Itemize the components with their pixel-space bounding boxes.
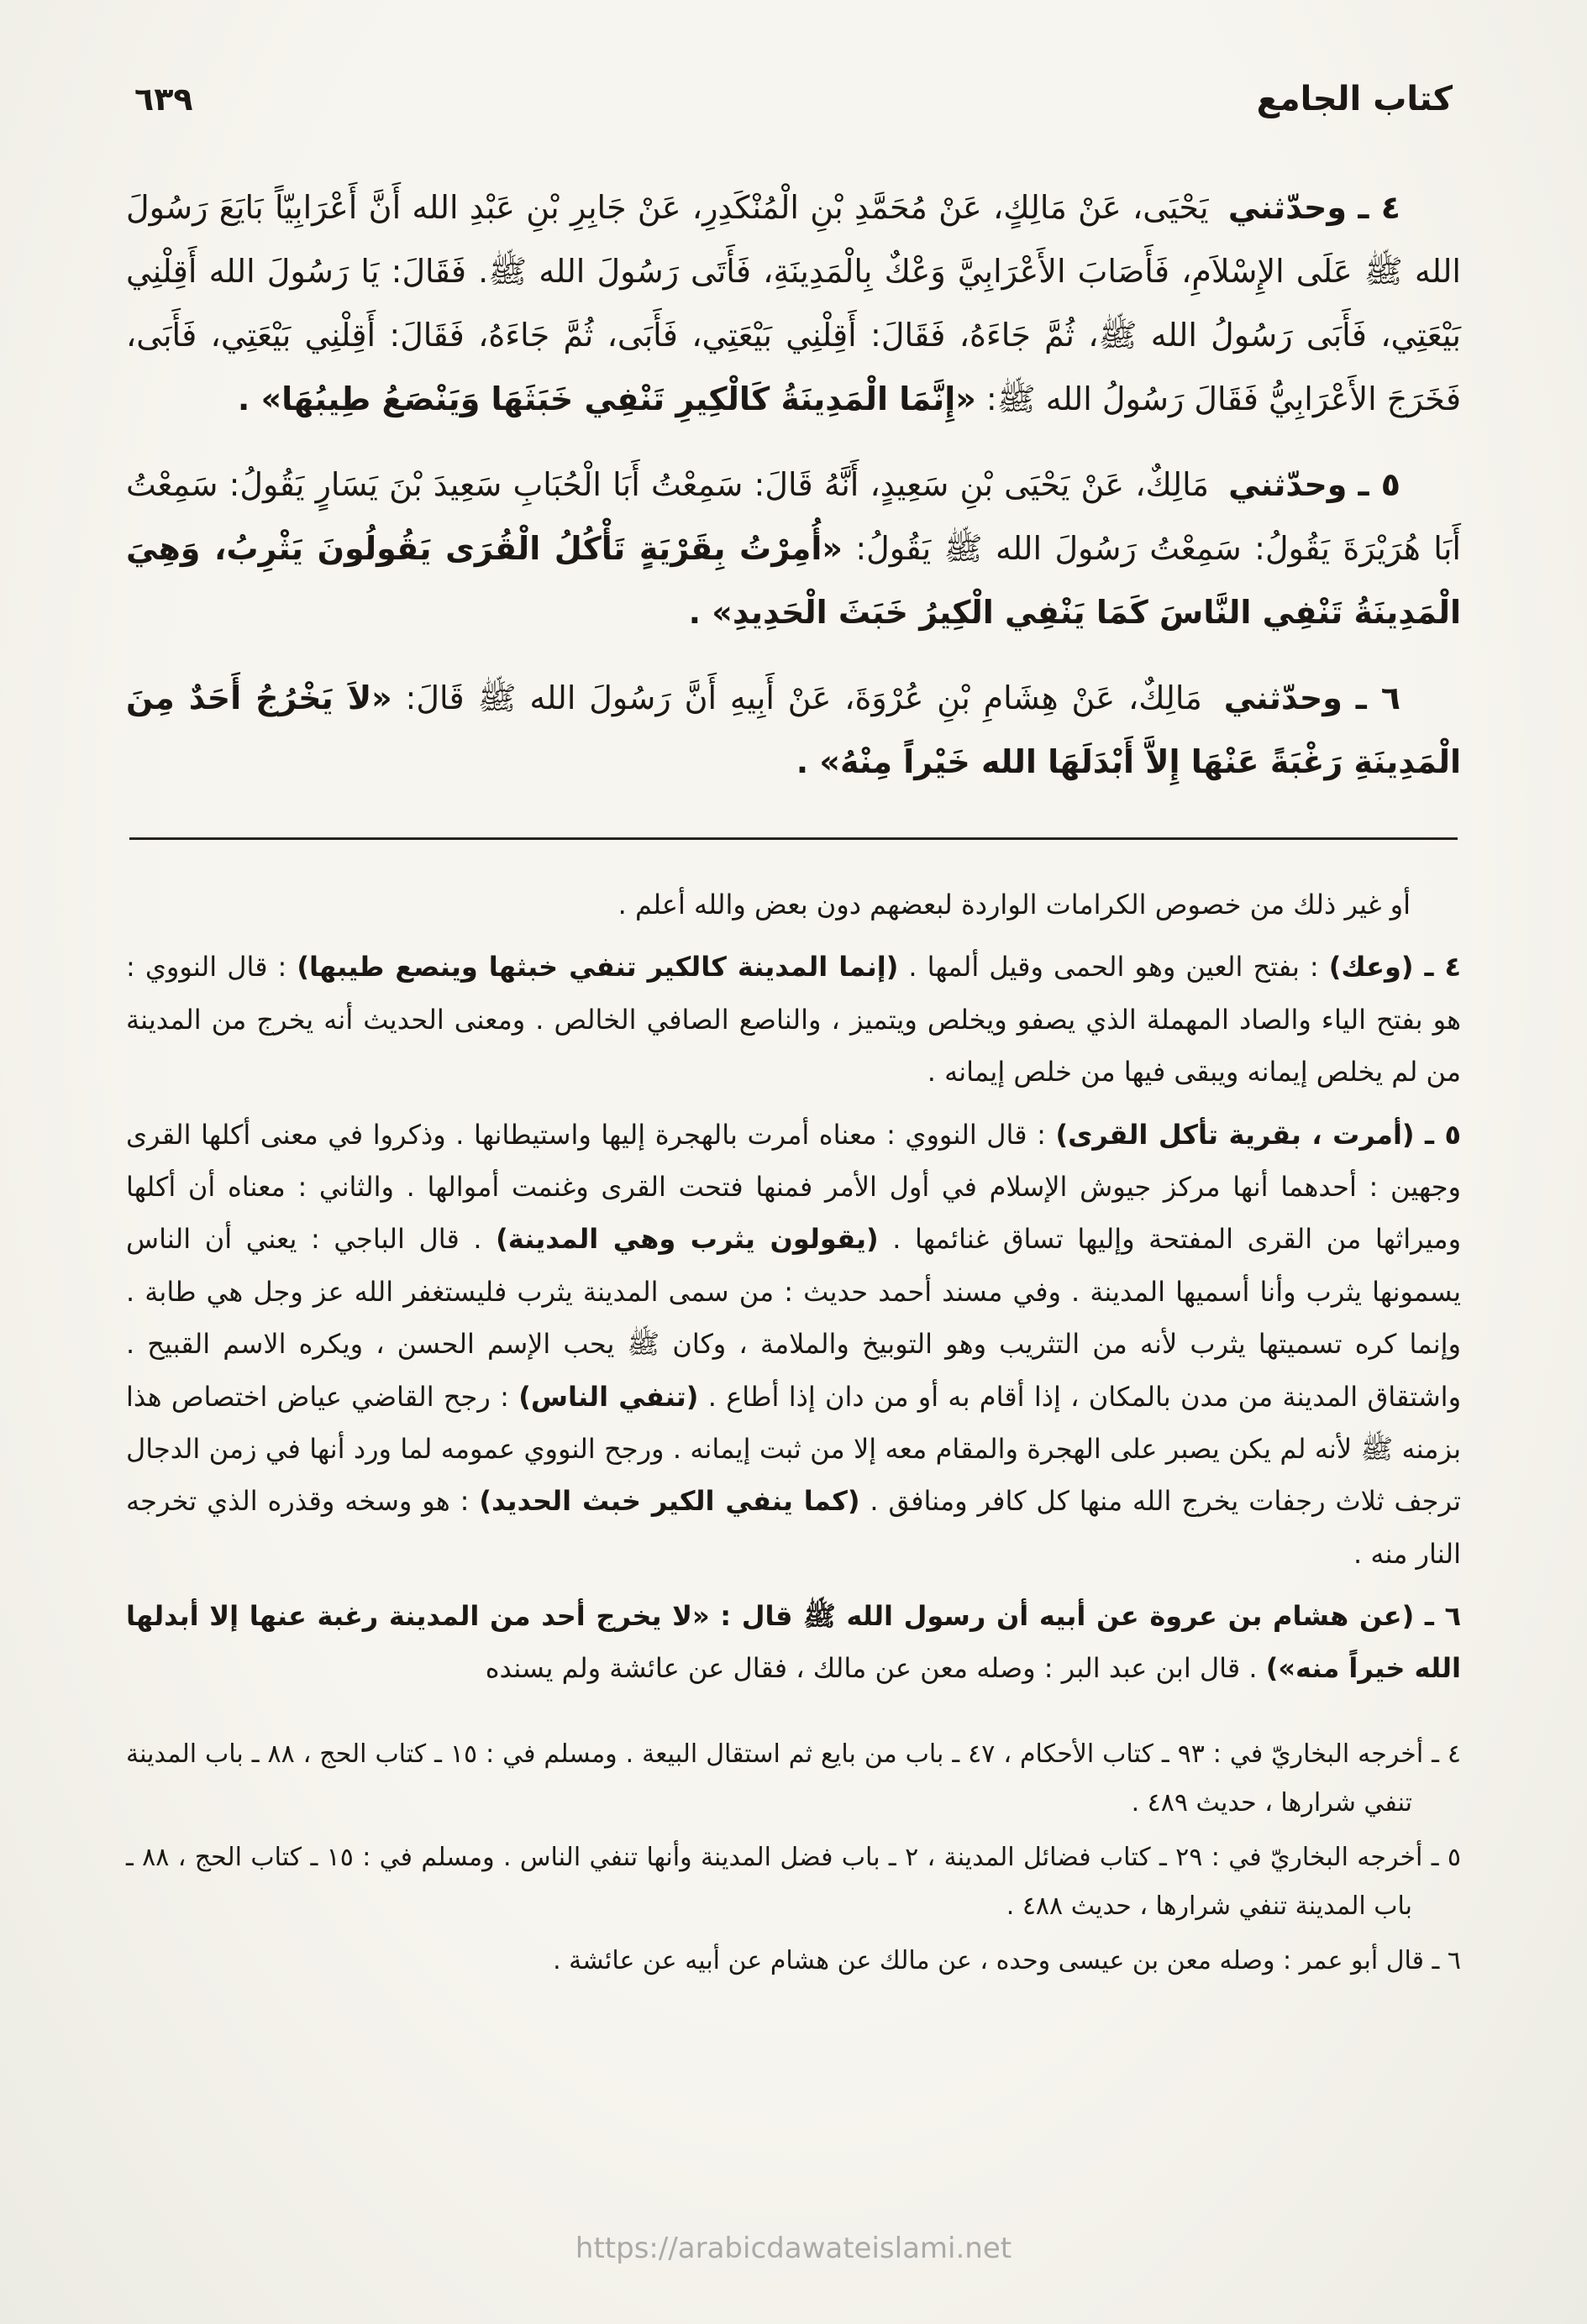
footnote-4: ٤ ـ أخرجه البخاريّ في : ٩٣ ـ كتاب الأحكام ، ٤٧ ـ باب من بايع ثم استقال البيعة . ومسلم في : ١٥ ـ كتاب الحج ، ٨٨ ـ باب المدينة تنفي شرارها ، حديث ٤٨٩ . [126,1739,1462,1818]
hadith-4-quote: «إِنَّمَا الْمَدِينَةُ كَالْكِيرِ تَنْفِي خَبَثَهَا وَيَنْصَعُ طِيبُهَا» . [237,380,976,417]
footnote-5: ٥ ـ أخرجه البخاريّ في : ٢٩ ـ كتاب فضائل المدينة ، ٢ ـ باب فضل المدينة وأنها تنفي الناس . ومسلم في : ١٥ ـ كتاب الحج ، ٨٨ ـ باب المدينة تنفي شرارها ، حديث ٤٨٨ . [126,1842,1462,1922]
hadith-6-number: ٦ ـ [1355,679,1400,716]
watermark-url: https://arabicdawateislami.net [575,2232,1012,2265]
footnotes-section [126,1730,1461,1986]
book-title: كتاب الجامع [1256,80,1453,118]
footnote-6: ٦ ـ قال أبو عمر : وصله معن بن عيسى وحده ، عن مالك عن هشام عن أبيه عن عائشة . [553,1945,1461,1975]
commentary-intro: أو غير ذلك من خصوص الكرامات الواردة لبعضهم دون بعض والله أعلم . [617,889,1411,921]
hadith-section [126,176,1461,794]
hadith-4-number: ٤ ـ [1358,189,1400,226]
hadith-6-body: مَالِكٌ، عَنْ هِشَامِ بْنِ عُرْوَةَ، عَنْ أَبِيهِ أَنَّ رَسُولَ الله ﷺ قَالَ: [405,679,1202,716]
commentary-paragraph-5: ٥ ـ (أمرت ، بقرية تأكل القرى) : قال النووي : معناه أمرت بالهجرة إليها واستيطانها . وذكروا في معنى أكلها القرى وجهين : أحدهما أنها مركز جيوش الإسلام في أول الأمر فمنها فتحت القرى وغنمت أموالها . والثاني : معناه أن أكلها وميراثها من القرى المفتحة وإليها تساق غنائمها . (يقولون يثرب وهي المدينة) . قال الباجي : يعني أن الناس يسمونها يثرب وأنا أسميها المدينة . وفي مسند أحمد حديث : من سمى المدينة يثرب فليستغفر الله عز وجل هي طابة . وإنما كره تسميتها يثرب لأنه من التثريب وهو التوبيخ والملامة ، وكان ﷺ يحب الإسم الحسن ، ويكره الاسم القبيح . واشتقاق المدينة من مدن بالمكان ، إذا أقام به أو من دان إذا أطاع . (تنفي الناس) : رجح القاضي عياض اختصاص هذا بزمنه ﷺ لأنه لم يكن يصبر على الهجرة والمقام معه إلا من ثبت إيمانه . ورجح النووي عمومه لما ورد أنها في زمن الدجال ترجف ثلاث رجفات يخرج الله منها كل كافر ومنافق . (كما ينفي الكير خبث الحديد) : هو وسخه وقذره الذي تخرجه النار منه . [126,1118,1462,1570]
commentary-paragraph-6: ٦ ـ (عن هشام بن عروة عن أبيه أن رسول الله ﷺ قال : «لا يخرج أحد من المدينة رغبة عنها إلا أبدلها الله خيراً منه») . قال ابن عبد البر : وصله معن عن مالك ، فقال عن عائشة ولم يسنده [126,1600,1461,1685]
hadith-6-lead: وحدّثني [1223,679,1343,716]
section-divider [129,837,1458,840]
hadith-4-body: يَحْيَى، عَنْ مَالِكٍ، عَنْ مُحَمَّدِ بْنِ الْمُنْكَدِرِ، عَنْ جَابِرِ بْنِ عَبْدِ الله أَنَّ أَعْرَابِيّاً بَايَعَ رَسُولَ الله ﷺ عَلَى الإِسْلاَمِ، فَأَصَابَ الأَعْرَابِيَّ وَعْكٌ بِالْمَدِينَةِ، فَأَتَى رَسُولَ الله ﷺ. فَقَالَ: يَا رَسُولَ الله أَقِلْنِي بَيْعَتِي، فَأَبَى رَسُولُ الله ﷺ، ثُمَّ جَاءَهُ، فَقَالَ: أَقِلْنِي بَيْعَتِي، فَأَبَى، ثُمَّ جَاءَهُ، فَقَالَ: أَقِلْنِي بَيْعَتِي، فَأَبَى، فَخَرَجَ الأَعْرَابِيُّ فَقَالَ رَسُولُ الله ﷺ: [126,189,1461,417]
hadith-5-lead: وحدّثني [1228,466,1348,503]
page-header [126,80,1461,118]
hadith-4-lead: وحدّثني [1227,189,1348,226]
page-number: ٦٣٩ [134,81,193,118]
hadith-5-number: ٥ ـ [1358,466,1400,503]
hadith-4-paragraph [126,176,1461,431]
commentary-section [126,879,1461,1695]
hadith-6-quote: «لاَ يَخْرُجُ أَحَدٌ مِنَ الْمَدِينَةِ رَغْبَةً عَنْهَا إِلاَّ أَبْدَلَهَا الله خَيْراً مِنْهُ» . [126,679,1461,780]
hadith-5-paragraph [126,453,1461,644]
hadith-5-quote: «أُمِرْتُ بِقَرْيَةٍ تَأْكُلُ الْقُرَى يَقُولُونَ يَثْرِبُ، وَهِيَ الْمَدِينَةُ تَنْفِي النَّاسَ كَمَا يَنْفِي الْكِيرُ خَبَثَ الْحَدِيدِ» . [126,530,1461,631]
commentary-paragraph-4: ٤ ـ (وعك) : بفتح العين وهو الحمى وقيل ألمها . (إنما المدينة كالكير تنفي خبثها وينصع طيبها) : قال النووي : هو بفتح الياء والصاد المهملة الذي يصفو ويخلص ويتميز ، والناصع الصافي الخالص . ومعنى الحديث أنه يخرج من المدينة من لم يخلص إيمانه ويبقى فيها من خلص إيمانه . [126,951,1462,1089]
hadith-6-paragraph [126,666,1461,794]
hadith-5-body: مَالِكٌ، عَنْ يَحْيَى بْنِ سَعِيدٍ، أَنَّهُ قَالَ: سَمِعْتُ أَبَا الْحُبَابِ سَعِيدَ بْنَ يَسَارٍ يَقُولُ: سَمِعْتُ أَبَا هُرَيْرَةَ يَقُولُ: سَمِعْتُ رَسُولَ الله ﷺ يَقُولُ: [126,466,1461,567]
